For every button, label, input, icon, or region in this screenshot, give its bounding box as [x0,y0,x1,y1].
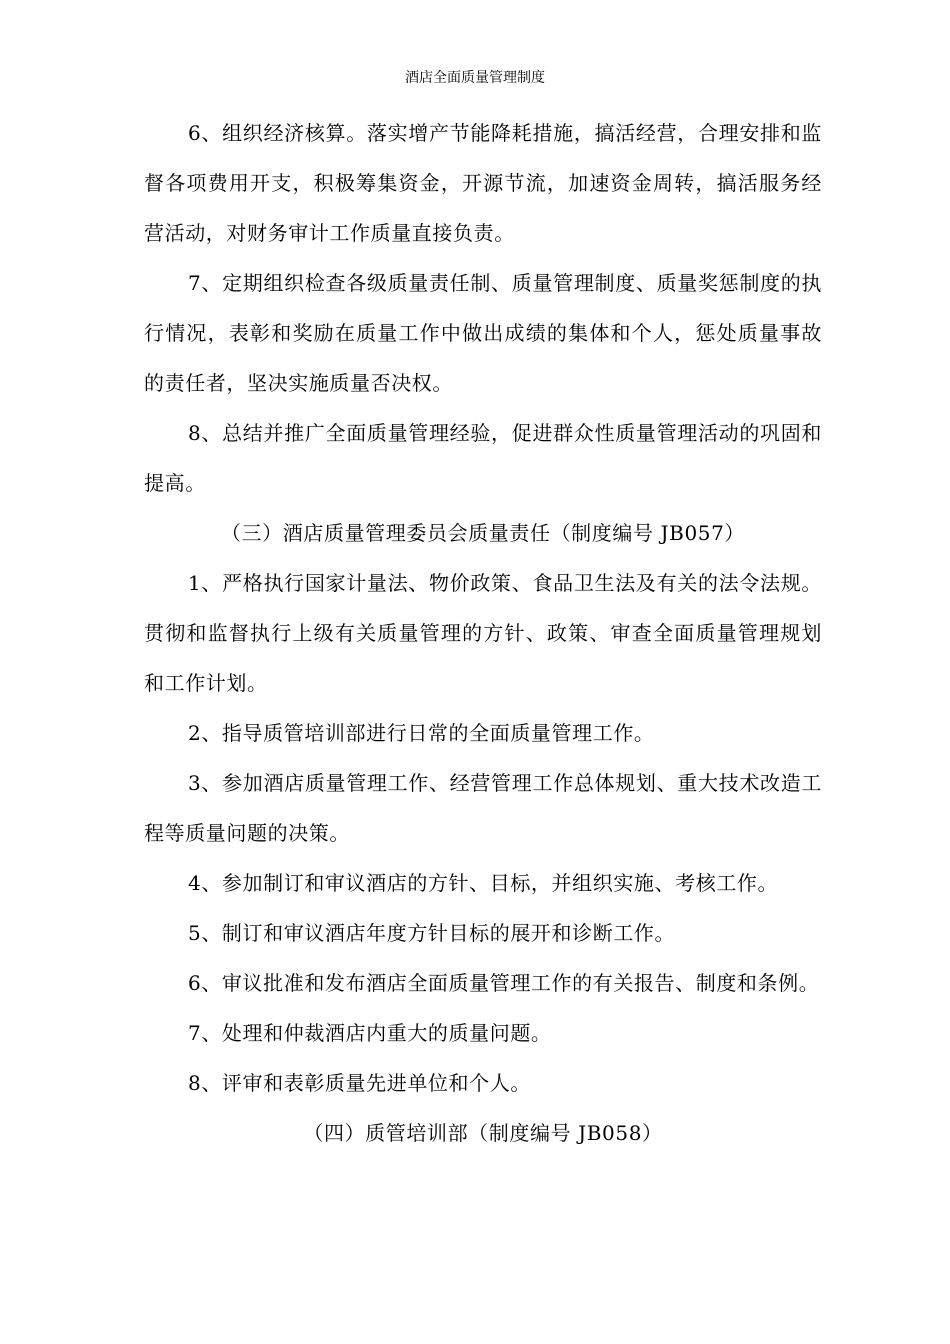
paragraph-item-7-inspection: 7、定期组织检查各级质量责任制、质量管理制度、质量奖惩制度的执行情况，表彰和奖励在质量工作中做出成绩的集体和个人，惩处质量事故的责任者，坚决实施质量否决权。 [144,271,822,395]
paragraph-committee-item-7: 7、处理和仲裁酒店内重大的质量问题。 [188,1021,552,1045]
paragraph-committee-item-6: 6、审议批准和发布酒店全面质量管理工作的有关报告、制度和条例。 [188,971,820,995]
paragraph-committee-item-5: 5、制订和审议酒店年度方针目标的展开和诊断工作。 [188,921,676,945]
section-heading-jb057: （三）酒店质量管理委员会质量责任（制度编号 JB057） [220,521,746,545]
paragraph-committee-item-4: 4、参加制订和审议酒店的方针、目标，并组织实施、考核工作。 [188,871,779,895]
page-header: 酒店全面质量管理制度 [405,70,545,86]
paragraph-item-6-finance: 6、组织经济核算。落实增产节能降耗措施，搞活经营，合理安排和监督各项费用开支，积极筹集资金，开源节流，加速资金周转，搞活服务经营活动，对财务审计工作质量直接负责。 [144,121,822,245]
paragraph-committee-item-2: 2、指导质管培训部进行日常的全面质量管理工作。 [188,721,655,745]
paragraph-committee-item-8: 8、评审和表彰质量先进单位和个人。 [188,1071,531,1095]
section-heading-jb058: （四）质管培训部（制度编号 JB058） [303,1121,663,1145]
document-body [144,108,822,1158]
paragraph-committee-item-3: 3、参加酒店质量管理工作、经营管理工作总体规划、重大技术改造工程等质量问题的决策。 [144,771,822,845]
paragraph-committee-item-1: 1、严格执行国家计量法、物价政策、食品卫生法及有关的法令法规。贯彻和监督执行上级有关质量管理的方针、政策、审查全面质量管理规划和工作计划。 [144,571,822,695]
paragraph-item-8-summary: 8、总结并推广全面质量管理经验，促进群众性质量管理活动的巩固和提高。 [144,421,822,495]
